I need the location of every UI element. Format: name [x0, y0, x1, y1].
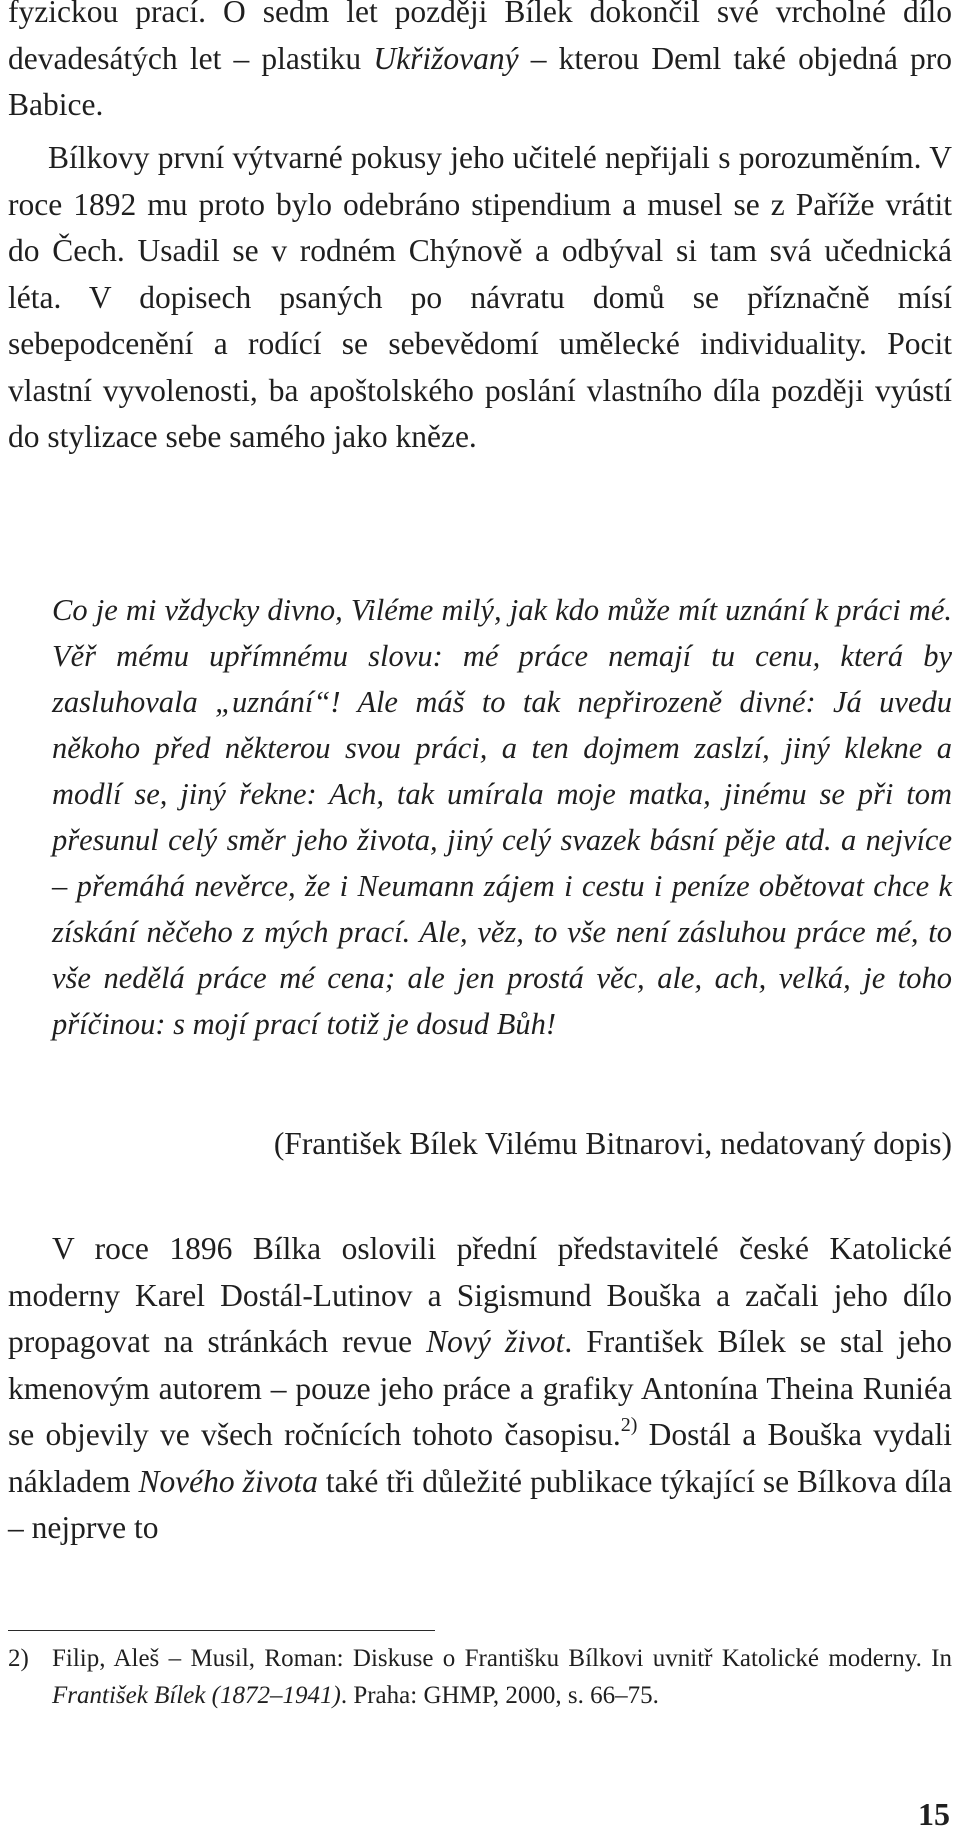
letter-quote: Co je mi vždycky divno, Viléme milý, jak kdo může mít uznání k práci mé. Věř mému upřímnému slovu: mé práce nemají tu cenu, která by zasluhovala „uznání“! Ale máš to tak nepřirozeně divné: Já uvedu někoho před některou svou práci, a ten dojmem zaslzí, jiný klekne a modlí se, jiný řekne: Ach, tak umírala moje matka, jinému se při tom přesunul celý směr jeho života, jiný celý svazek básní pěje atd. a nejvíce – přemáhá nevěrce, že i Neumann zájem i cestu i peníze obětovat chce k získání něčeho z mých prací. Ale, věz, to vše není zásluhou práce mé, to vše nedělá práce mé cena; ale jen prostá věc, ale, ach, velká, je toho příčinou: s mojí prací totiž je dosud Bůh! — [52, 593, 952, 1041]
artwork-title: Ukřižovaný — [373, 40, 519, 76]
footnote-text — [52, 1640, 952, 1714]
paragraph-3-text-3: Dostál a Bouška vydali nákladem — [8, 1417, 952, 1499]
footnote — [8, 1640, 952, 1714]
quote-attribution: (František Bílek Vilému Bitnarovi, nedatovaný dopis) — [273, 1126, 952, 1161]
magazine-title-genitive: Nového života — [138, 1463, 318, 1499]
footnote-book-title: František Bílek (1872–1941) — [52, 1682, 341, 1709]
paragraph-3-text: V roce 1896 Bílka oslovili přední představitelé české Katolické moderny Karel Dostál-Lutinov a Sigismund Bouška a začali jeho dílo propagovat na stránkách revue — [8, 1231, 952, 1359]
footnote-divider — [8, 1630, 435, 1631]
paragraph-1 — [8, 0, 952, 129]
footnote-text-end: . Praha: GHMP, 2000, s. 66–75. — [340, 1682, 659, 1709]
paragraph-1-text-end: – kterou Deml také objedná pro Babice. — [8, 40, 953, 122]
footnote-number: 2) — [8, 1645, 29, 1672]
magazine-title: Nový život — [426, 1324, 565, 1359]
footnote-reference[interactable]: 2) — [620, 1414, 638, 1436]
paragraph-3-text-2: . František Bílek se stal jeho kmenovým autorem – pouze jeho práce a grafiky Antonína Theina Runiéa se objevily ve všech ročnících tohoto časopisu. — [8, 1324, 952, 1452]
paragraph-2: Bílkovy první výtvarné pokusy jeho učitelé nepřijali s porozuměním. V roce 1892 mu proto bylo odebráno stipendium a musel se z Paříže vrátit do Čech. Usadil se v rodném Chýnově a odbýval si tam svá učednická léta. V dopisech psaných po návratu domů se příznačně mísí sebepodcenění a rodící se sebevědomí umělecké individuality. Pocit vlastní vyvolenosti, ba apoštolského poslání vlastního díla později vyústí do stylizace sebe samého jako kněze. — [8, 140, 952, 454]
footnote-text-start: Filip, Aleš – Musil, Roman: Diskuse o Františku Bílkovi uvnitř Katolické moderny. In — [52, 1645, 952, 1672]
paragraph-3 — [8, 1226, 952, 1552]
paragraph-1-text: fyzickou prací. O sedm let později Bílek dokončil své vrcholné dílo devadesátých let – plastiku — [8, 0, 952, 76]
page-number: 15 — [918, 1796, 950, 1832]
paragraph-3-text-4: také tři důležité publikace týkající se Bílkova díla – nejprve to — [8, 1463, 953, 1545]
